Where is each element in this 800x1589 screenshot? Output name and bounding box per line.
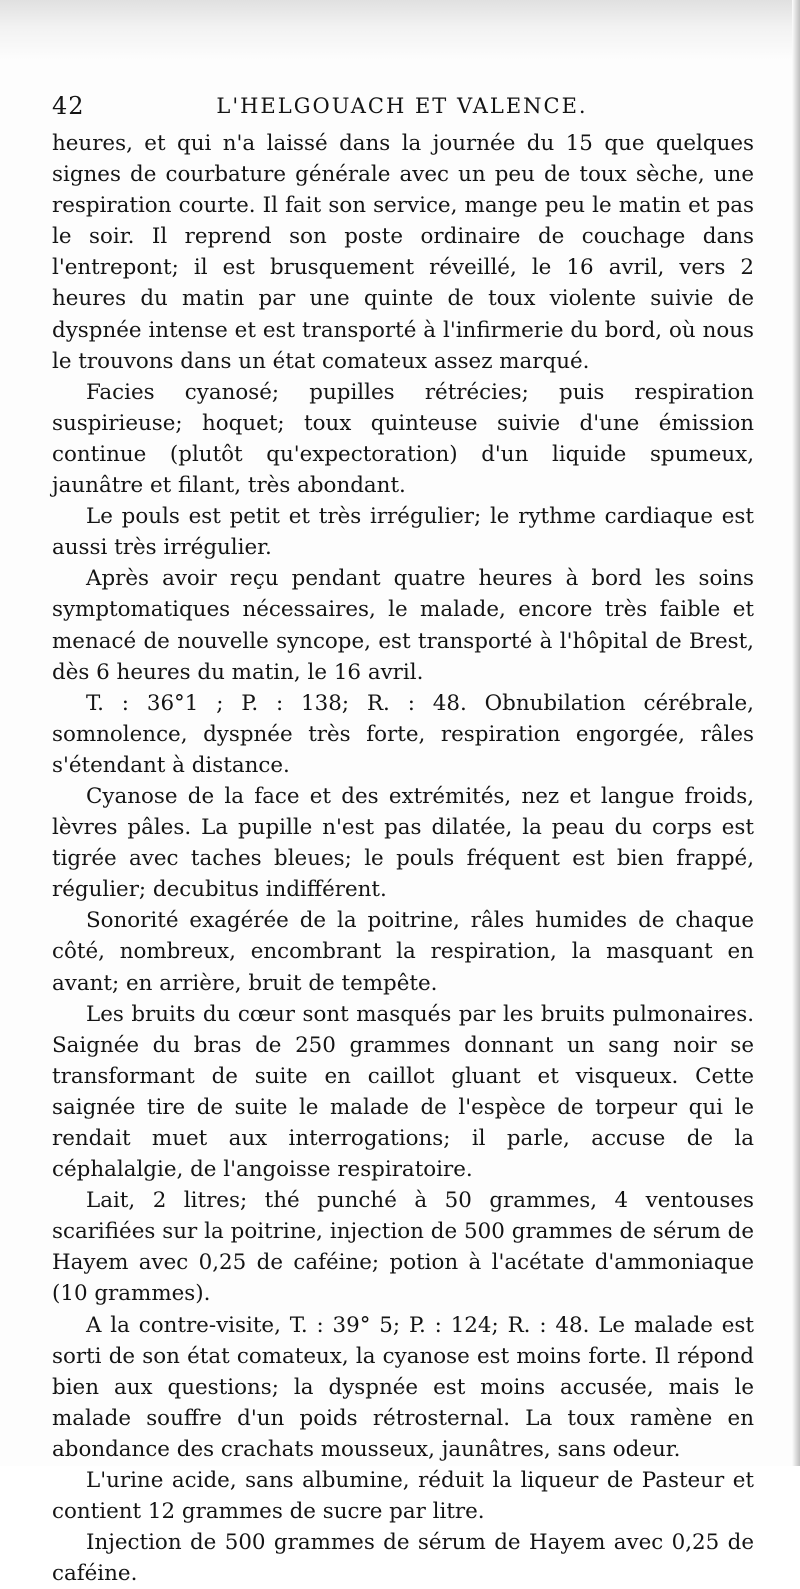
scan-shadow-top — [0, 0, 800, 60]
paragraph-4: Après avoir reçu pendant quatre heures à bord les soins symptomatiques nécessaires, le malade, encore très faible et menacé de nouvelle syncope, est transporté à l'hôpital de Brest, dès 6 heures du matin, le 16 avril. — [52, 566, 754, 685]
paragraph-1: heures, et qui n'a laissé dans la journée du 15 que quelques signes de courbature générale avec un peu de toux sèche, une respiration courte. Il fait son service, mange peu le matin et pas le soir. Il reprend son poste ordinaire de couchage dans l'entrepont; il est brusquement réveillé, le 16 avril, vers 2 heures du matin par une quinte de toux violente suivie de dyspnée intense et est transporté à l'infirmerie du bord, où nous le trouvons dans un état comateux assez marqué. — [52, 131, 754, 374]
body-text — [52, 128, 754, 1589]
paragraph-6: Cyanose de la face et des extrémités, nez et langue froids, lèvres pâles. La pupille n'est pas dilatée, la peau du corps est tigrée avec taches bleues; le pouls fréquent est bien frappé, régulier; decubitus indifférent. — [52, 783, 754, 903]
paragraph-10: A la contre-visite, T. : 39° 5; P. : 124; R. : 48. Le malade est sorti de son état comateux, la cyanose est moins forte. Il répond bien aux questions; la dyspnée est moins accusée, mais le malade souffre d'un poids rétrosternal. La toux ramène en abondance des crachats mousseux, jaunâtres, sans odeur. — [52, 1312, 754, 1462]
paragraph-11: L'urine acide, sans albumine, réduit la liqueur de Pasteur et contient 12 grammes de sucre par litre. — [52, 1468, 754, 1525]
paragraph-8: Les bruits du cœur sont masqués par les bruits pulmonaires. Saignée du bras de 250 grammes donnant un sang noir se transformant de suite en caillot gluant et visqueux. Cette saignée tire de suite le malade de l'espèce de torpeur qui le rendait muet aux interrogations; il parle, accuse de la céphalalgie, de l'angoisse respiratoire. — [52, 1001, 754, 1183]
page-number: 42 — [52, 92, 85, 120]
paragraph-3: Le pouls est petit et très irrégulier; le rythme cardiaque est aussi très irrégulier. — [52, 504, 754, 561]
paragraph-9: Lait, 2 litres; thé punché à 50 grammes, 4 ventouses scarifiées sur la poitrine, injection de 500 grammes de sérum de Hayem avec 0,25 de caféine; potion à l'acétate d'ammoniaque (10 grammes). — [52, 1188, 754, 1307]
scan-shadow-right — [792, 0, 800, 1466]
paragraph-2: Facies cyanosé; pupilles rétrécies; puis respiration suspirieuse; hoquet; toux quinteuse suivie d'une émission continue (plutôt qu'expectoration) d'un liquide spumeux, jaunâtre et filant, très abondant. — [52, 379, 754, 499]
paragraph-12: Injection de 500 grammes de sérum de Hayem avec 0,25 de caféine. — [52, 1530, 754, 1587]
paragraph-5: T. : 36°1 ; P. : 138; R. : 48. Obnubilation cérébrale, somnolence, dyspnée très forte, respiration engorgée, râles s'étendant à distance. — [52, 690, 754, 778]
running-title: L'HELGOUACH ET VALENCE. — [216, 94, 588, 118]
paragraph-7: Sonorité exagérée de la poitrine, râles humides de chaque côté, nombreux, encombrant la respiration, la masquant en avant; en arrière, bruit de tempête. — [52, 908, 754, 996]
page-header — [52, 92, 752, 128]
